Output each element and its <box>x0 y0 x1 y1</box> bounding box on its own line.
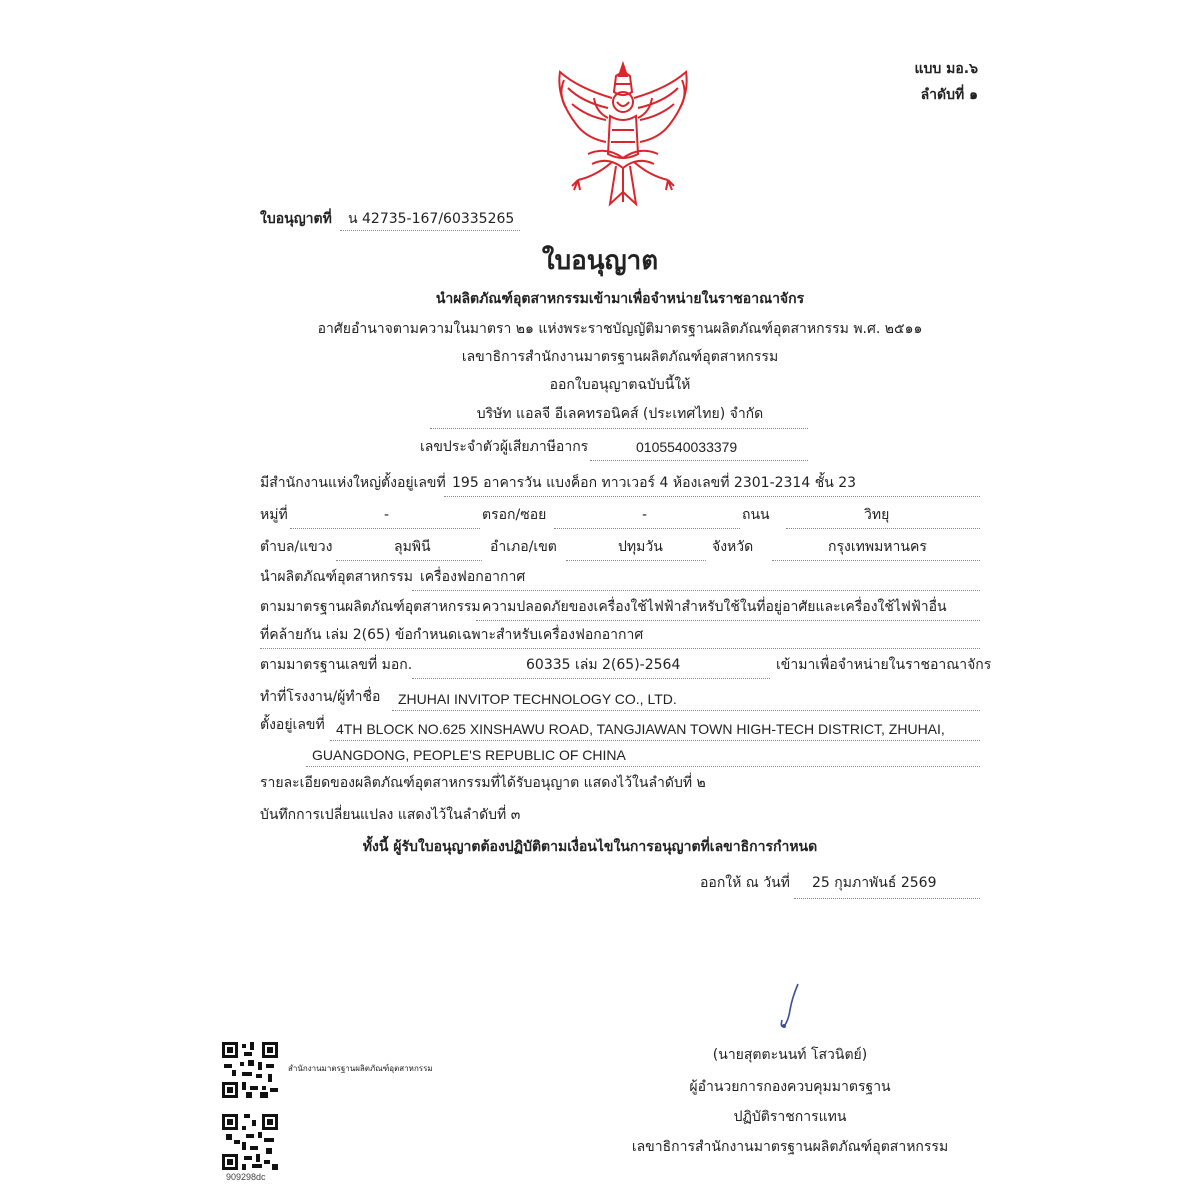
tax-id-label: เลขประจำตัวผู้เสียภาษีอากร <box>420 439 589 455</box>
standard-label: ตามมาตรฐานผลิตภัณฑ์อุตสาหกรรม <box>260 599 481 615</box>
factory-label: ทำที่โรงงาน/ผู้ทำชื่อ <box>260 689 381 705</box>
issue-date-label: ออกให้ ณ วันที่ <box>700 875 790 891</box>
head-office-label: มีสำนักงานแห่งใหญ่ตั้งอยู่เลขที่ <box>260 475 446 491</box>
soi-value: - <box>642 507 648 523</box>
garuda-emblem-icon <box>548 58 698 210</box>
subdistrict-label: ตำบล/แขวง <box>260 539 333 555</box>
signatory-name: (นายสุตตะนนท์ โสวนิตย์) <box>712 1047 868 1063</box>
factory-address-label: ตั้งอยู่เลขที่ <box>260 717 325 733</box>
changes-note: บันทึกการเปลี่ยนแปลง แสดงไว้ในลำดับที่ ๓ <box>260 807 521 823</box>
signatory-position: ผู้อำนวยการกองควบคุมมาตรฐาน <box>689 1079 891 1095</box>
district-value: ปทุมวัน <box>618 539 663 555</box>
factory-address-line1: 4TH BLOCK NO.625 XINSHAWU ROAD, TANGJIAWAN TOWN HIGH-TECH DISTRICT, ZHUHAI, <box>336 721 945 737</box>
moo-value: - <box>384 507 390 523</box>
soi-label: ตรอก/ซอย <box>482 507 547 523</box>
product-label: นำผลิตภัณฑ์อุตสาหกรรม <box>260 569 414 585</box>
signatory-on-behalf: เลขาธิการสำนักงานมาตรฐานผลิตภัณฑ์อุตสาหกรรม <box>631 1139 949 1155</box>
district-label: อำเภอ/เขต <box>490 539 557 555</box>
standard-value-line2: ที่คล้ายกัน เล่ม 2(65) ข้อกำหนดเฉพาะสำหรับเครื่องฟอกอากาศ <box>260 627 644 643</box>
qr-code-bottom-icon <box>222 1114 278 1170</box>
document-title: ใบอนุญาต <box>541 246 659 276</box>
head-office-value: 195 อาคารวัน แบงค็อก ทาวเวอร์ 4 ห้องเลขที่ 2301-2314 ชั้น 23 <box>452 475 857 491</box>
factory-name: ZHUHAI INVITOP TECHNOLOGY CO., LTD. <box>398 691 677 707</box>
moo-label: หมู่ที่ <box>260 507 288 523</box>
product-value: เครื่องฟอกอากาศ <box>420 569 526 585</box>
tax-id-value: 0105540033379 <box>636 439 738 455</box>
qr-code-top-icon <box>222 1042 278 1098</box>
road-label: ถนน <box>742 507 770 523</box>
standard-number-value: 60335 เล่ม 2(65)-2564 <box>526 657 681 673</box>
signature-mark <box>770 980 810 1032</box>
license-number-label: ใบอนุญาตที่ <box>260 211 332 227</box>
issue-date-value: 25 กุมภาพันธ์ 2569 <box>812 875 937 891</box>
legal-basis-line: อาศัยอำนาจตามความในมาตรา ๒๑ แห่งพระราชบัญญัติมาตรฐานผลิตภัณฑ์อุตสาหกรรม พ.ศ. ๒๕๑๑ <box>317 321 923 337</box>
factory-address-line2: GUANGDONG, PEOPLE'S REPUBLIC OF CHINA <box>312 747 626 763</box>
license-number-value: น 42735-167/60335265 <box>348 211 515 227</box>
details-note: รายละเอียดของผลิตภัณฑ์อุตสาหกรรมที่ได้รับอนุญาต แสดงไว้ในลำดับที่ ๒ <box>260 775 706 791</box>
company-name: บริษัท แอลจี อีเลคทรอนิคส์ (ประเทศไทย) จำกัด <box>476 406 764 422</box>
document-hash: 909298dc <box>226 1172 266 1182</box>
standard-number-suffix: เข้ามาเพื่อจำหน่ายในราชอาณาจักร <box>776 657 992 673</box>
issuer-line: เลขาธิการสำนักงานมาตรฐานผลิตภัณฑ์อุตสาหกรรม <box>461 349 779 365</box>
province-label: จังหวัด <box>712 539 754 555</box>
road-value: วิทยุ <box>864 507 890 523</box>
conditions-statement: ทั้งนี้ ผู้รับใบอนุญาตต้องปฏิบัติตามเงื่อนไขในการอนุญาตที่เลขาธิการกำหนด <box>362 839 818 855</box>
signatory-acting: ปฏิบัติราชการแทน <box>733 1109 847 1125</box>
agency-caption: สำนักงานมาตรฐานผลิตภัณฑ์อุตสาหกรรม <box>288 1064 433 1073</box>
province-value: กรุงเทพมหานคร <box>828 539 927 555</box>
subdistrict-value: ลุมพินี <box>394 539 431 555</box>
standard-value-line1: ความปลอดภัยของเครื่องใช้ไฟฟ้าสำหรับใช้ในที่อยู่อาศัยและเครื่องใช้ไฟฟ้าอื่น <box>482 599 947 615</box>
document-subtitle: นำผลิตภัณฑ์อุตสาหกรรมเข้ามาเพื่อจำหน่ายในราชอาณาจักร <box>435 291 805 307</box>
form-code: แบบ มอ.๖ <box>914 61 978 77</box>
standard-number-label: ตามมาตรฐานเลขที่ มอก. <box>260 657 413 673</box>
grant-line: ออกใบอนุญาตฉบับนี้ให้ <box>549 377 691 393</box>
sequence-number: ลำดับที่ ๑ <box>920 87 978 103</box>
